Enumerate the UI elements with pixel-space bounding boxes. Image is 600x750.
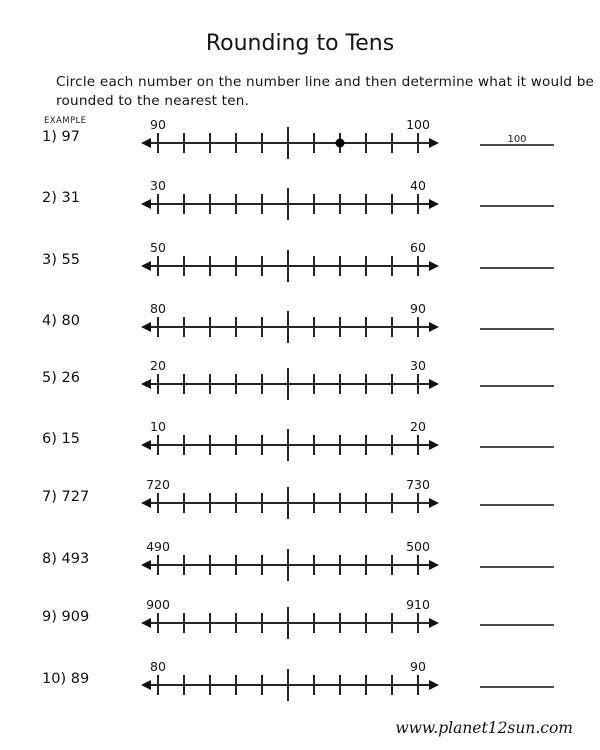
number-line-end-label: 40 (410, 178, 426, 193)
left-arrow-icon (141, 680, 151, 690)
number-line (141, 236, 439, 296)
right-arrow-icon (429, 322, 439, 332)
middle-tick (287, 188, 289, 220)
left-arrow-icon (141, 440, 151, 450)
middle-tick (287, 127, 289, 159)
number-line-start-label: 80 (150, 301, 166, 316)
number-line-end-label: 20 (410, 419, 426, 434)
example-dot (336, 139, 345, 148)
instructions-line-1: Circle each number on the number line and then determine what it would be (56, 74, 595, 90)
right-arrow-icon (429, 680, 439, 690)
problem-label: 4) 80 (42, 313, 80, 329)
problem-row (0, 113, 600, 173)
problem-label: 9) 909 (42, 609, 90, 625)
number-line-end-label: 100 (406, 117, 430, 132)
left-arrow-icon (141, 138, 151, 148)
middle-tick (287, 429, 289, 461)
left-arrow-icon (141, 261, 151, 271)
problem-label: 5) 26 (42, 370, 80, 386)
left-arrow-icon (141, 322, 151, 332)
number-line-end-label: 500 (406, 539, 430, 554)
problem-row (0, 354, 600, 414)
number-line-start-label: 50 (150, 240, 166, 255)
right-arrow-icon (429, 618, 439, 628)
problem-label: 10) 89 (42, 671, 90, 687)
right-arrow-icon (429, 498, 439, 508)
answer-text: 100 (507, 134, 527, 145)
instructions (56, 73, 594, 111)
problem-label: 1) 97 (42, 129, 80, 145)
middle-tick (287, 250, 289, 282)
website-url: www.planet12sun.com (395, 719, 573, 737)
page-title: Rounding to Tens (205, 31, 395, 56)
number-line-start-label: 490 (146, 539, 170, 554)
answer-line (480, 267, 554, 269)
problem-row (0, 236, 600, 296)
number-line-start-label: 720 (146, 477, 170, 492)
number-line (141, 655, 439, 715)
number-line (141, 415, 439, 475)
answer-line (480, 686, 554, 688)
answer-line (480, 205, 554, 207)
number-line-start-label: 10 (150, 419, 166, 434)
left-arrow-icon (141, 498, 151, 508)
left-arrow-icon (141, 618, 151, 628)
number-line (141, 113, 439, 173)
number-line-start-label: 900 (146, 597, 170, 612)
answer-line (480, 624, 554, 626)
answer-line (480, 504, 554, 506)
right-arrow-icon (429, 440, 439, 450)
number-line-end-label: 30 (410, 358, 426, 373)
middle-tick (287, 607, 289, 639)
number-line-end-label: 910 (406, 597, 430, 612)
problem-label: 2) 31 (42, 190, 80, 206)
left-arrow-icon (141, 560, 151, 570)
right-arrow-icon (429, 138, 439, 148)
number-line-start-label: 20 (150, 358, 166, 373)
number-line (141, 593, 439, 653)
left-arrow-icon (141, 379, 151, 389)
left-arrow-icon (141, 199, 151, 209)
answer-line (480, 385, 554, 387)
middle-tick (287, 368, 289, 400)
number-line-end-label: 730 (406, 477, 430, 492)
problem-label: 3) 55 (42, 252, 80, 268)
right-arrow-icon (429, 379, 439, 389)
problem-label: 8) 493 (42, 551, 90, 567)
number-line (141, 354, 439, 414)
middle-tick (287, 549, 289, 581)
right-arrow-icon (429, 261, 439, 271)
problem-row (0, 174, 600, 234)
answer-line (480, 566, 554, 568)
instructions-line-2: rounded to the nearest ten. (56, 93, 250, 109)
problem-label: 7) 727 (42, 489, 90, 505)
answer-line (480, 446, 554, 448)
number-line-end-label: 90 (410, 659, 426, 674)
problem-row (0, 655, 600, 715)
number-line-start-label: 30 (150, 178, 166, 193)
number-line (141, 473, 439, 533)
problem-row (0, 473, 600, 533)
answer-line (480, 328, 554, 330)
right-arrow-icon (429, 199, 439, 209)
example-label: EXAMPLE (44, 116, 87, 126)
problem-row (0, 415, 600, 475)
number-line-end-label: 90 (410, 301, 426, 316)
number-line-end-label: 60 (410, 240, 426, 255)
middle-tick (287, 669, 289, 701)
number-line (141, 535, 439, 595)
number-line-start-label: 80 (150, 659, 166, 674)
number-line (141, 297, 439, 357)
problem-label: 6) 15 (42, 431, 80, 447)
middle-tick (287, 311, 289, 343)
right-arrow-icon (429, 560, 439, 570)
number-line (141, 174, 439, 234)
problem-row (0, 535, 600, 595)
number-line-start-label: 90 (150, 117, 166, 132)
middle-tick (287, 487, 289, 519)
problem-row (0, 593, 600, 653)
problem-row (0, 297, 600, 357)
answer-line (480, 134, 554, 146)
